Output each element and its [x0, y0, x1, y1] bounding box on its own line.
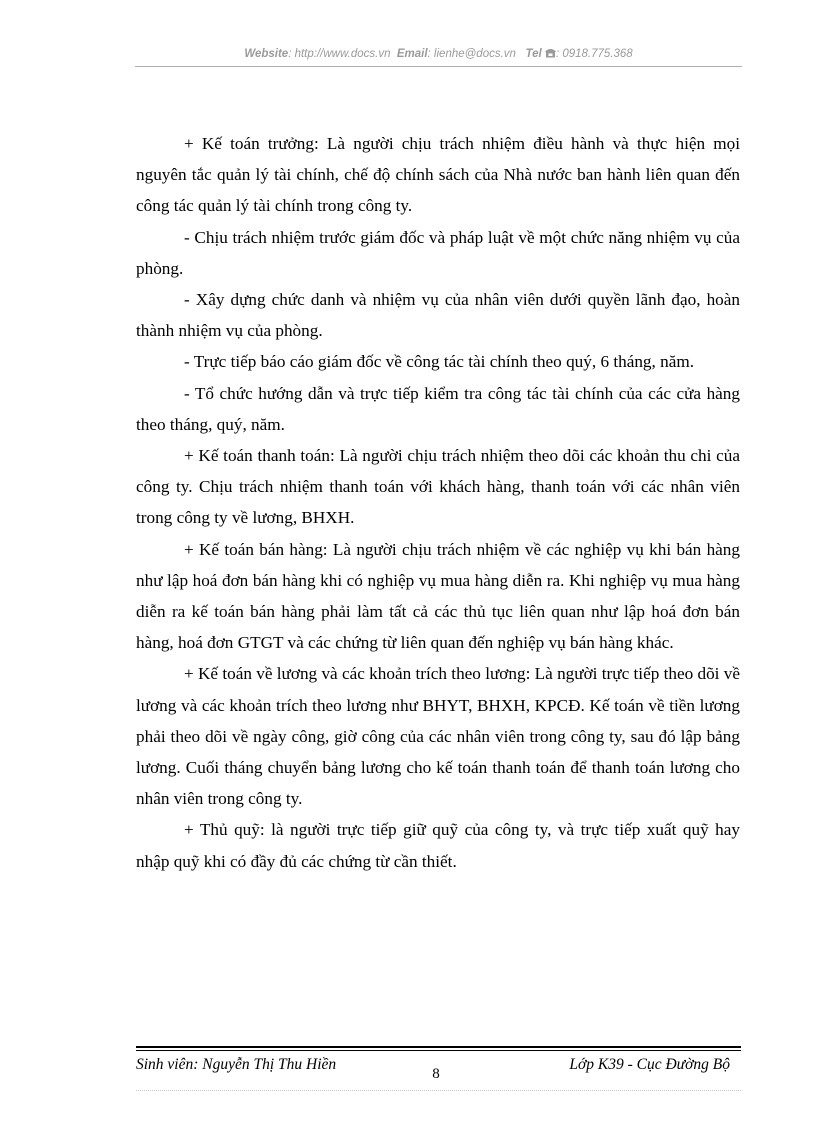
paragraph-treasurer: + Thủ quỹ: là người trực tiếp giữ quỹ của công ty, và trực tiếp xuất quỹ hay nhập quỹ khi có đầy đủ các chứng từ cần thiết.: [136, 820, 740, 871]
tel-label: Tel: [525, 48, 542, 60]
website-value: : http://www.docs.vn: [288, 48, 391, 60]
footer-divider-thick: [136, 1046, 741, 1048]
paragraph-duty-inspect: - Tổ chức hướng dẫn và trực tiếp kiểm tra công tác tài chính của các cửa hàng theo tháng, quý, năm.: [136, 383, 740, 434]
paragraph-chief-accountant: + Kế toán trưởng: Là người chịu trách nhiệm điều hành và thực hiện mọi nguyên tắc quản lý tài chính, chế độ chính sách của Nhà nước ban hành liên quan đến công tác quản lý tài chính trong công ty.: [136, 134, 740, 216]
footer-class-info: Lớp K39 - Cục Đường Bộ: [569, 1056, 730, 1073]
paragraph-sales-accountant: + Kế toán bán hàng: Là người chịu trách nhiệm về các nghiệp vụ khi bán hàng như lập hoá đơn bán hàng khi có nghiệp vụ mua hàng diễn ra. Khi nghiệp vụ mua hàng diễn ra kế toán bán hàng phải làm tất cả các thủ tục liên quan như lập hoá đơn bán hàng, hoá đơn GTGT và các chứng từ liên quan đến nghiệp vụ bán hàng khác.: [136, 539, 740, 653]
website-label: Website: [244, 48, 289, 60]
page-number: 8: [432, 1066, 440, 1082]
footer-divider-thin: [136, 1050, 741, 1051]
paragraph-payment-accountant: + Kế toán thanh toán: Là người chịu trách nhiệm theo dõi các khoản thu chi của công ty. Chịu trách nhiệm thanh toán với khách hàng, thanh toán với các nhân viên trong công ty về lương, BHXH.: [136, 446, 740, 528]
page-bottom-border: [136, 1090, 741, 1091]
paragraph-duty-build-titles: - Xây dựng chức danh và nhiệm vụ của nhân viên dưới quyền lãnh đạo, hoàn thành nhiệm vụ của phòng.: [136, 290, 740, 341]
paragraph-duty-responsibility: - Chịu trách nhiệm trước giám đốc và pháp luật về một chức năng nhiệm vụ của phòng.: [136, 227, 740, 278]
email-value: : lienhe@docs.vn: [427, 48, 516, 60]
document-body: [136, 128, 740, 877]
email-label: Email: [396, 48, 428, 60]
tel-value: : 0918.775.368: [555, 48, 633, 60]
paragraph-salary-accountant: + Kế toán về lương và các khoản trích theo lương: Là người trực tiếp theo dõi về lương và các khoản trích theo lương như BHYT, BHXH, KPCĐ. Kế toán về tiền lương phải theo dõi về ngày công, giờ công của các nhân viên trong công ty, sau đó lập bảng lương. Cuối tháng chuyển bảng lương cho kế toán thanh toán để thanh toán lương cho nhân viên trong công ty.: [136, 664, 740, 809]
page-header: [136, 48, 741, 60]
paragraph-duty-report: - Trực tiếp báo cáo giám đốc về công tác tài chính theo quý, 6 tháng, năm.: [184, 352, 695, 372]
footer-student-name: Sinh viên: Nguyễn Thị Thu Hiền: [136, 1056, 337, 1073]
phone-icon: [545, 48, 556, 58]
header-divider: [135, 66, 742, 67]
